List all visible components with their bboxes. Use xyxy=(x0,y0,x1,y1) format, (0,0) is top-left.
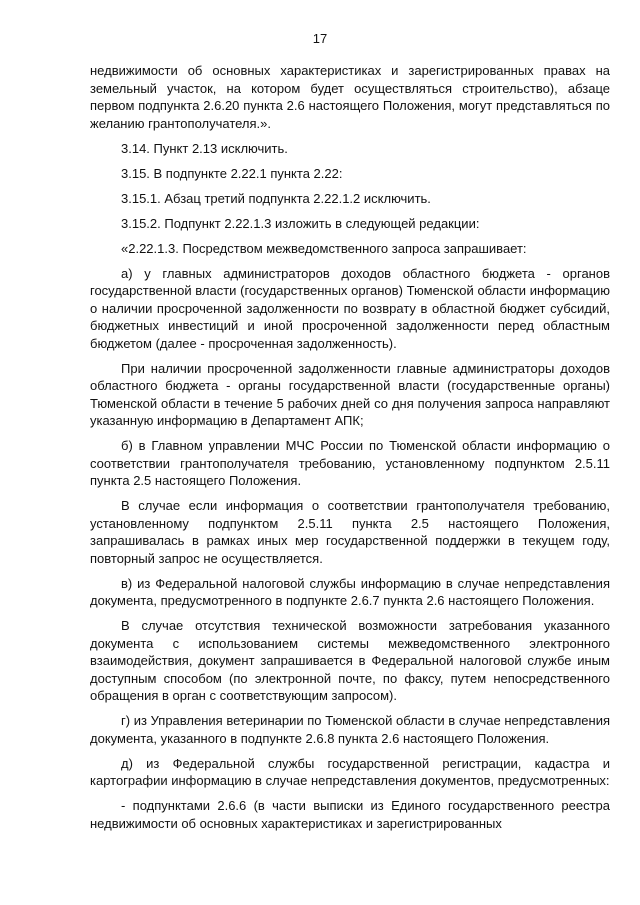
paragraph-item-a: а) у главных администраторов доходов областного бюджета - органов государственной власти (государственных органов) Тюменской области информацию о наличии просроченной задолженности по возврату в областной бюджет субсидий, бюджетных инвестиций и иной просроченной задолженности перед областным бюджетом (далее - просроченная задолженность). xyxy=(90,265,610,351)
paragraph-continuation: недвижимости об основных характеристиках и зарегистрированных правах на земельный участок, на котором будет осуществляться строительство), абзаце первом подпункта 2.6.20 пункта 2.6 настоящего Положения, могут представляться по желанию грантополучателя.». xyxy=(90,63,610,131)
paragraph-3-15-1: 3.15.1. Абзац третий подпункта 2.22.1.2 исключить. xyxy=(121,190,431,206)
paragraph-item-v-note: В случае отсутствия технической возможности затребования указанного документа с использованием системы межведомственного электронного взаимодействия, документ запрашивается в Федеральной налоговой службе иным доступным способом (по электронной почте, по факсу, путем непосредственного обращения в орган с соответствующим запросом). xyxy=(90,618,610,703)
paragraph-3-14: 3.14. Пункт 2.13 исключить. xyxy=(121,140,288,156)
page-number: 17 xyxy=(312,31,328,46)
paragraph-item-a-note: При наличии просроченной задолженности главные администраторы доходов областного бюджета - органы государственной власти (государственные органы) Тюменской области в течение 5 рабочих дней со дня получения запроса направляют указанную информацию в Департамент АПК; xyxy=(90,360,610,428)
paragraph-item-g: г) из Управления ветеринарии по Тюменской области в случае непредставления документа, указанного в подпункте 2.6.8 пункта 2.6 настоящего Положения. xyxy=(90,713,610,746)
paragraph-subitem-2-6-6: - подпунктами 2.6.6 (в части выписки из Единого государственного реестра недвижимости об основных характеристиках и зарегистрированных xyxy=(90,798,610,831)
paragraph-3-15: 3.15. В подпункте 2.22.1 пункта 2.22: xyxy=(121,165,343,181)
paragraph-item-b-note: В случае если информация о соответствии грантополучателя требованию, установленному подпунктом 2.5.11 пункта 2.5 настоящего Положения, запрашивалась в рамках иных мер государственной поддержки в текущем году, повторный запрос не осуществляется. xyxy=(90,498,610,566)
paragraph-item-d: д) из Федеральной службы государственной регистрации, кадастра и картографии информацию в случае непредставления документов, предусмотренных: xyxy=(90,755,610,788)
document-body xyxy=(90,62,610,840)
paragraph-item-v: в) из Федеральной налоговой службы информацию в случае непредставления документа, предусмотренного в подпункте 2.6.7 пункта 2.6 настоящего Положения. xyxy=(90,575,610,608)
paragraph-2-22-1-3: «2.22.1.3. Посредством межведомственного запроса запрашивает: xyxy=(121,240,527,256)
paragraph-3-15-2: 3.15.2. Подпункт 2.22.1.3 изложить в следующей редакции: xyxy=(121,215,480,231)
paragraph-item-b: б) в Главном управлении МЧС России по Тюменской области информацию о соответствии грантополучателя требованию, установленному подпунктом 2.5.11 пункта 2.5 настоящего Положения. xyxy=(90,438,610,488)
